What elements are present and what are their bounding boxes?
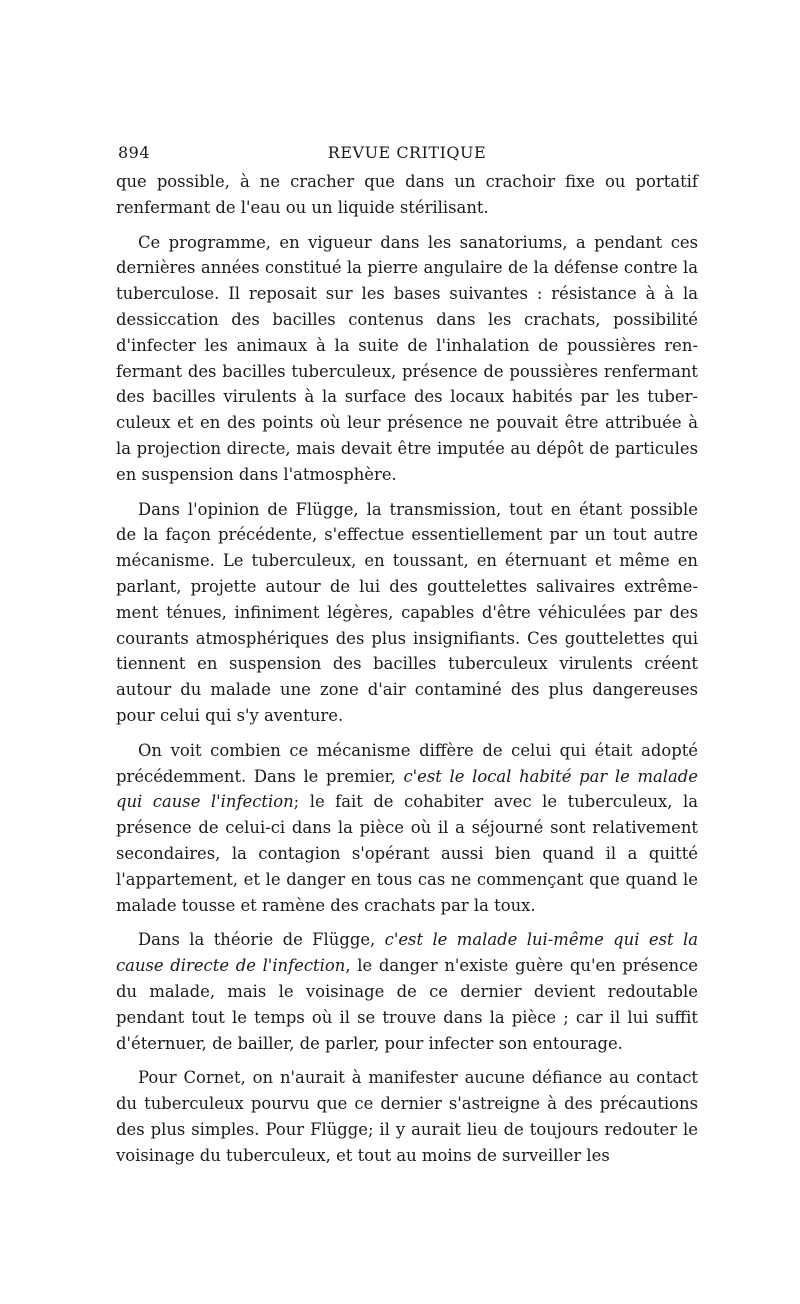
paragraph-text: ; le fait de cohabiter avec le tuberculeux, la présence de celui-ci dans la pièce où il a séjourné sont relativement secondaires, la contagion s'opérant aussi bien quand il a quitté l'appartement, et le danger en tous cas ne commençant que quand le malade tousse et ramène des crachats par la toux. xyxy=(116,792,698,915)
emphasis-text: c'est le local habité par le malade qui cause l'infection xyxy=(116,766,698,812)
paragraph-sanatorium-program xyxy=(116,230,698,488)
paragraph-text: Pour Cornet, on n'aurait à manifester aucune défiance au contact du tuberculeux pourvu que ce dernier s'astreigne à des précautions des plus simples. Pour Flügge; il y aurait lieu de toujours redouter le voisinage du tuberculeux, et tout au moins de surveiller les xyxy=(116,1068,698,1165)
paragraph-text: Dans l'opinion de Flügge, la transmission, tout en étant possible de la façon précédente, s'effectue essentiellement par un tout autre mécanisme. Le tuberculeux, en toussant, en éternuant et même en parlant, projette autour de lui des gouttelettes salivaires extrêmement ténues, infiniment légères, capables d'être véhiculées par des courants atmosphériques des plus insignifiants. Ces gouttelettes qui tiennent en suspension des bacilles tuberculeux virulents créent autour du malade une zone d'air contaminé des plus dangereuses pour celui qui s'y aventure. xyxy=(116,499,698,725)
paragraph-mechanism-comparison xyxy=(116,738,698,919)
book-page xyxy=(116,143,698,1177)
paragraph-cornet-vs-flugge xyxy=(116,1065,698,1168)
paragraph-continuation xyxy=(116,169,698,221)
page-number: 894 xyxy=(118,143,151,162)
paragraph-text: On voit combien ce mécanisme diffère de celui qui était adopté précédemment. Dans le premier, xyxy=(116,740,698,786)
emphasis-text: c'est le malade lui-même qui est la cause directe de l'infection xyxy=(116,930,698,976)
paragraph-text: Ce programme, en vigueur dans les sanatoriums, a pendant ces dernières années constitué la pierre angulaire de la défense contre la tuberculose. Il reposait sur les bases suivantes : résistance à à la dessiccation des bacilles contenus dans les crachats, possibilité d'infecter les animaux à la suite de l'inhalation de poussières renfermant des bacilles tuberculeux, présence de poussières renfermant des bacilles virulents à la surface des locaux habités par les tuberculeux et en des points où leur présence ne pouvait être attribuée à la projection directe, mais devait être imputée au dépôt de particules en suspension dans l'atmosphère. xyxy=(116,232,698,484)
paragraph-text: , le danger n'existe guère qu'en présence du malade, mais le voisinage de ce dernier devient redoutable pendant tout le temps où il se trouve dans la pièce ; car il lui suffit d'éternuer, de bailler, de parler, pour infecter son entourage. xyxy=(116,956,698,1053)
running-head xyxy=(116,143,698,169)
paragraph-flugge-opinion xyxy=(116,497,698,729)
running-title: REVUE CRITIQUE xyxy=(327,143,487,162)
paragraph-text: que possible, à ne cracher que dans un crachoir fixe ou portatif renfermant de l'eau ou un liquide stérilisant. xyxy=(116,172,698,217)
paragraph-flugge-theory xyxy=(116,927,698,1056)
paragraph-text: Dans la théorie de Flügge, xyxy=(138,930,385,950)
